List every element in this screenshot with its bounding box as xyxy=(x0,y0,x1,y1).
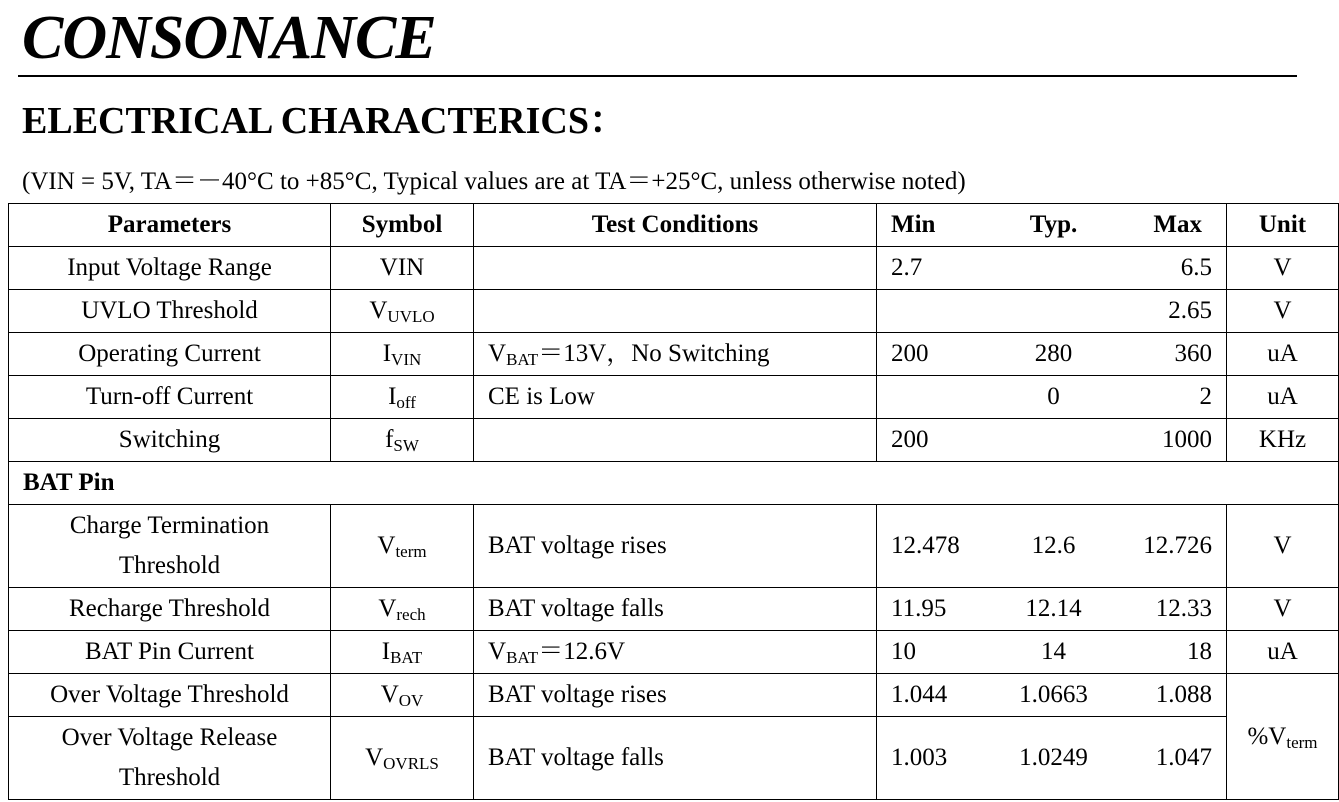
max-cell: 18 xyxy=(1115,631,1227,674)
symbol-sub: OVRLS xyxy=(383,754,439,773)
param-cell: BAT Pin Current xyxy=(9,631,331,674)
min-cell: 200 xyxy=(877,333,993,376)
symbol-main: V xyxy=(377,532,396,559)
typ-cell xyxy=(993,419,1115,462)
table-row xyxy=(9,631,1339,674)
param-cell: Input Voltage Range xyxy=(9,247,331,290)
typ-cell: 280 xyxy=(993,333,1115,376)
header-parameters: Parameters xyxy=(9,204,331,247)
min-cell: 1.044 xyxy=(877,674,993,717)
condition-cell: BAT voltage rises xyxy=(474,674,877,717)
symbol-main: I xyxy=(382,340,392,367)
condition-rest: ＝12.6V xyxy=(538,638,625,665)
symbol-cell xyxy=(331,333,474,376)
unit-cell xyxy=(1227,674,1339,800)
max-cell: 2 xyxy=(1115,376,1227,419)
min-cell: 200 xyxy=(877,419,993,462)
symbol-sub: UVLO xyxy=(387,307,435,326)
symbol-sub: SW xyxy=(393,436,419,455)
table-row xyxy=(9,290,1339,333)
table-row xyxy=(9,588,1339,631)
min-cell: 10 xyxy=(877,631,993,674)
param-cell: Switching xyxy=(9,419,331,462)
brand-logo: CONSONANCE xyxy=(22,4,436,72)
symbol-cell xyxy=(331,717,474,800)
group-label: BAT Pin xyxy=(9,462,1339,505)
symbol-main: VIN xyxy=(379,254,425,281)
unit-cell: V xyxy=(1227,505,1339,588)
typ-cell: 1.0663 xyxy=(993,674,1115,717)
header-divider xyxy=(18,75,1297,77)
condition-rest: ＝13V，No Switching xyxy=(538,340,770,367)
condition-cell: BAT voltage falls xyxy=(474,588,877,631)
header-symbol: Symbol xyxy=(331,204,474,247)
unit-cell: V xyxy=(1227,247,1339,290)
symbol-main: f xyxy=(385,426,394,453)
max-cell: 2.65 xyxy=(1115,290,1227,333)
table-row xyxy=(9,505,1339,588)
header-min: Min xyxy=(877,204,993,247)
unit-cell: uA xyxy=(1227,333,1339,376)
symbol-main: V xyxy=(365,744,384,771)
param-cell: Over Voltage Threshold xyxy=(9,674,331,717)
min-cell xyxy=(877,376,993,419)
condition-cell: BAT voltage rises xyxy=(474,505,877,588)
param-cell: Turn-off Current xyxy=(9,376,331,419)
symbol-cell xyxy=(331,247,474,290)
param-cell: UVLO Threshold xyxy=(9,290,331,333)
section-title: ELECTRICAL CHARACTERICS： xyxy=(22,100,627,142)
unit-sub: term xyxy=(1286,732,1318,752)
condition-sub: BAT xyxy=(506,350,539,369)
group-row xyxy=(9,462,1339,505)
symbol-main: V xyxy=(378,595,397,622)
table-row xyxy=(9,419,1339,462)
header-test-conditions: Test Conditions xyxy=(474,204,877,247)
condition-cell: BAT voltage falls xyxy=(474,717,877,800)
param-cell: Recharge Threshold xyxy=(9,588,331,631)
symbol-sub: off xyxy=(396,393,416,412)
symbol-cell xyxy=(331,419,474,462)
table-row xyxy=(9,333,1339,376)
symbol-cell xyxy=(331,376,474,419)
min-cell: 12.478 xyxy=(877,505,993,588)
param-cell: Charge Termination Threshold xyxy=(9,505,331,588)
symbol-cell xyxy=(331,631,474,674)
symbol-main: I xyxy=(381,638,391,665)
unit-cell: V xyxy=(1227,588,1339,631)
symbol-main: I xyxy=(388,383,397,410)
table-row xyxy=(9,674,1339,717)
condition-sub: BAT xyxy=(506,648,539,667)
condition-cell xyxy=(474,419,877,462)
symbol-sub: BAT xyxy=(390,648,423,667)
header-typ: Typ. xyxy=(993,204,1115,247)
typ-cell: 1.0249 xyxy=(993,717,1115,800)
typ-cell: 12.14 xyxy=(993,588,1115,631)
symbol-sub: VIN xyxy=(391,350,422,369)
condition-main: V xyxy=(488,340,507,367)
unit-cell: uA xyxy=(1227,376,1339,419)
typ-cell: 0 xyxy=(993,376,1115,419)
unit-cell: uA xyxy=(1227,631,1339,674)
symbol-cell xyxy=(331,290,474,333)
symbol-main: V xyxy=(380,681,399,708)
unit-cell: V xyxy=(1227,290,1339,333)
symbol-cell xyxy=(331,674,474,717)
test-conditions-note: (VIN = 5V, TA＝－40°C to +85°C, Typical values are at TA＝+25°C, unless otherwise noted) xyxy=(22,168,966,195)
symbol-sub: rech xyxy=(396,605,426,624)
max-cell: 1.047 xyxy=(1115,717,1227,800)
table-row xyxy=(9,247,1339,290)
typ-cell: 12.6 xyxy=(993,505,1115,588)
condition-cell xyxy=(474,333,877,376)
electrical-characteristics-table xyxy=(8,203,1339,800)
symbol-cell xyxy=(331,588,474,631)
symbol-cell xyxy=(331,505,474,588)
max-cell: 1.088 xyxy=(1115,674,1227,717)
typ-cell: 14 xyxy=(993,631,1115,674)
param-cell: Over Voltage Release Threshold xyxy=(9,717,331,800)
symbol-sub: term xyxy=(395,542,427,561)
unit-cell: KHz xyxy=(1227,419,1339,462)
max-cell: 1000 xyxy=(1115,419,1227,462)
min-cell: 2.7 xyxy=(877,247,993,290)
min-cell: 1.003 xyxy=(877,717,993,800)
typ-cell xyxy=(993,247,1115,290)
condition-cell: CE is Low xyxy=(474,376,877,419)
condition-main: V xyxy=(488,638,507,665)
table-row xyxy=(9,717,1339,800)
max-cell: 12.726 xyxy=(1115,505,1227,588)
min-cell: 11.95 xyxy=(877,588,993,631)
min-cell xyxy=(877,290,993,333)
table-row xyxy=(9,376,1339,419)
symbol-main: V xyxy=(369,297,388,324)
table-header-row xyxy=(9,204,1339,247)
symbol-sub: OV xyxy=(398,691,424,710)
max-cell: 360 xyxy=(1115,333,1227,376)
param-cell: Operating Current xyxy=(9,333,331,376)
condition-cell xyxy=(474,631,877,674)
unit-main: %V xyxy=(1247,722,1287,750)
condition-cell xyxy=(474,247,877,290)
header-max: Max xyxy=(1115,204,1227,247)
max-cell: 6.5 xyxy=(1115,247,1227,290)
typ-cell xyxy=(993,290,1115,333)
header-unit: Unit xyxy=(1227,204,1339,247)
condition-cell xyxy=(474,290,877,333)
max-cell: 12.33 xyxy=(1115,588,1227,631)
